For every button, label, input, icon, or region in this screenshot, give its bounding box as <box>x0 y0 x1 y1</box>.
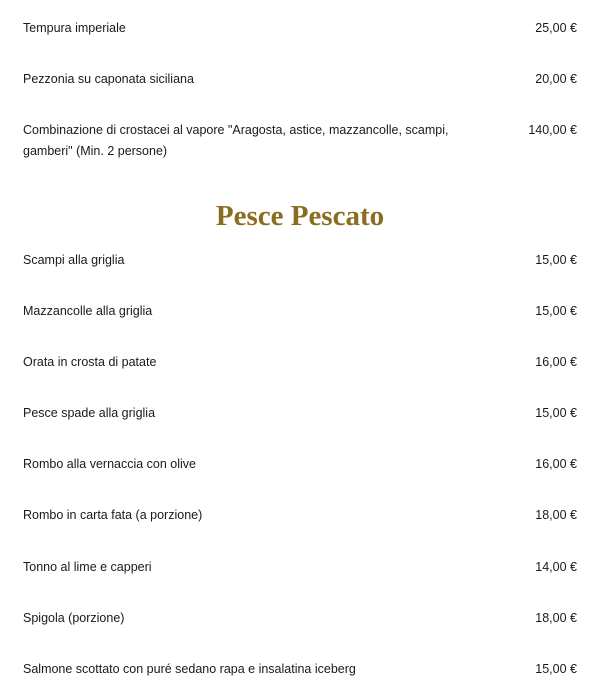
menu-item-name: Combinazione di crostacei al vapore "Aragosta, astice, mazzancolle, scampi, gamberi" (Min. 2 persone) <box>23 123 449 158</box>
menu-item <box>23 352 577 373</box>
menu-item-price: 15,00 € <box>535 662 577 676</box>
menu-item <box>23 403 577 424</box>
menu-item-price: 18,00 € <box>535 508 577 522</box>
menu-item-name: Tonno al lime e capperi <box>23 560 152 574</box>
menu-item-name: Mazzancolle alla griglia <box>23 304 153 318</box>
menu-item <box>23 250 577 271</box>
menu-item <box>23 505 577 526</box>
menu-item-name: Rombo in carta fata (a porzione) <box>23 508 203 522</box>
menu-item-name: Pesce spade alla griglia <box>23 406 156 420</box>
menu-item <box>23 557 577 578</box>
menu-item-price: 140,00 € <box>528 123 577 137</box>
menu-item-name: Pezzonia su caponata siciliana <box>23 72 194 86</box>
menu-item-price: 15,00 € <box>535 304 577 318</box>
menu-item <box>23 659 577 680</box>
menu-item-name: Scampi alla griglia <box>23 253 125 267</box>
menu-item-name: Tempura imperiale <box>23 21 126 35</box>
section-title: Pesce Pescato <box>215 200 385 232</box>
menu-item-name: Spigola (porzione) <box>23 611 125 625</box>
menu-item <box>23 301 577 322</box>
menu-item-price: 20,00 € <box>535 72 577 86</box>
menu-item <box>23 454 577 475</box>
menu-item-name: Rombo alla vernaccia con olive <box>23 457 197 471</box>
menu-item-name: Orata in crosta di patate <box>23 355 157 369</box>
menu-item-price: 15,00 € <box>535 253 577 267</box>
menu-item-name: Salmone scottato con puré sedano rapa e insalatina iceberg <box>23 662 356 676</box>
menu-item <box>23 120 577 162</box>
menu-item-price: 18,00 € <box>535 611 577 625</box>
menu-item <box>23 18 577 39</box>
menu-item-price: 15,00 € <box>535 406 577 420</box>
menu-item <box>23 608 577 629</box>
menu-item-price: 16,00 € <box>535 355 577 369</box>
menu-item <box>23 69 577 90</box>
menu-item-price: 25,00 € <box>535 21 577 35</box>
menu-item-price: 14,00 € <box>535 560 577 574</box>
menu-item-price: 16,00 € <box>535 457 577 471</box>
